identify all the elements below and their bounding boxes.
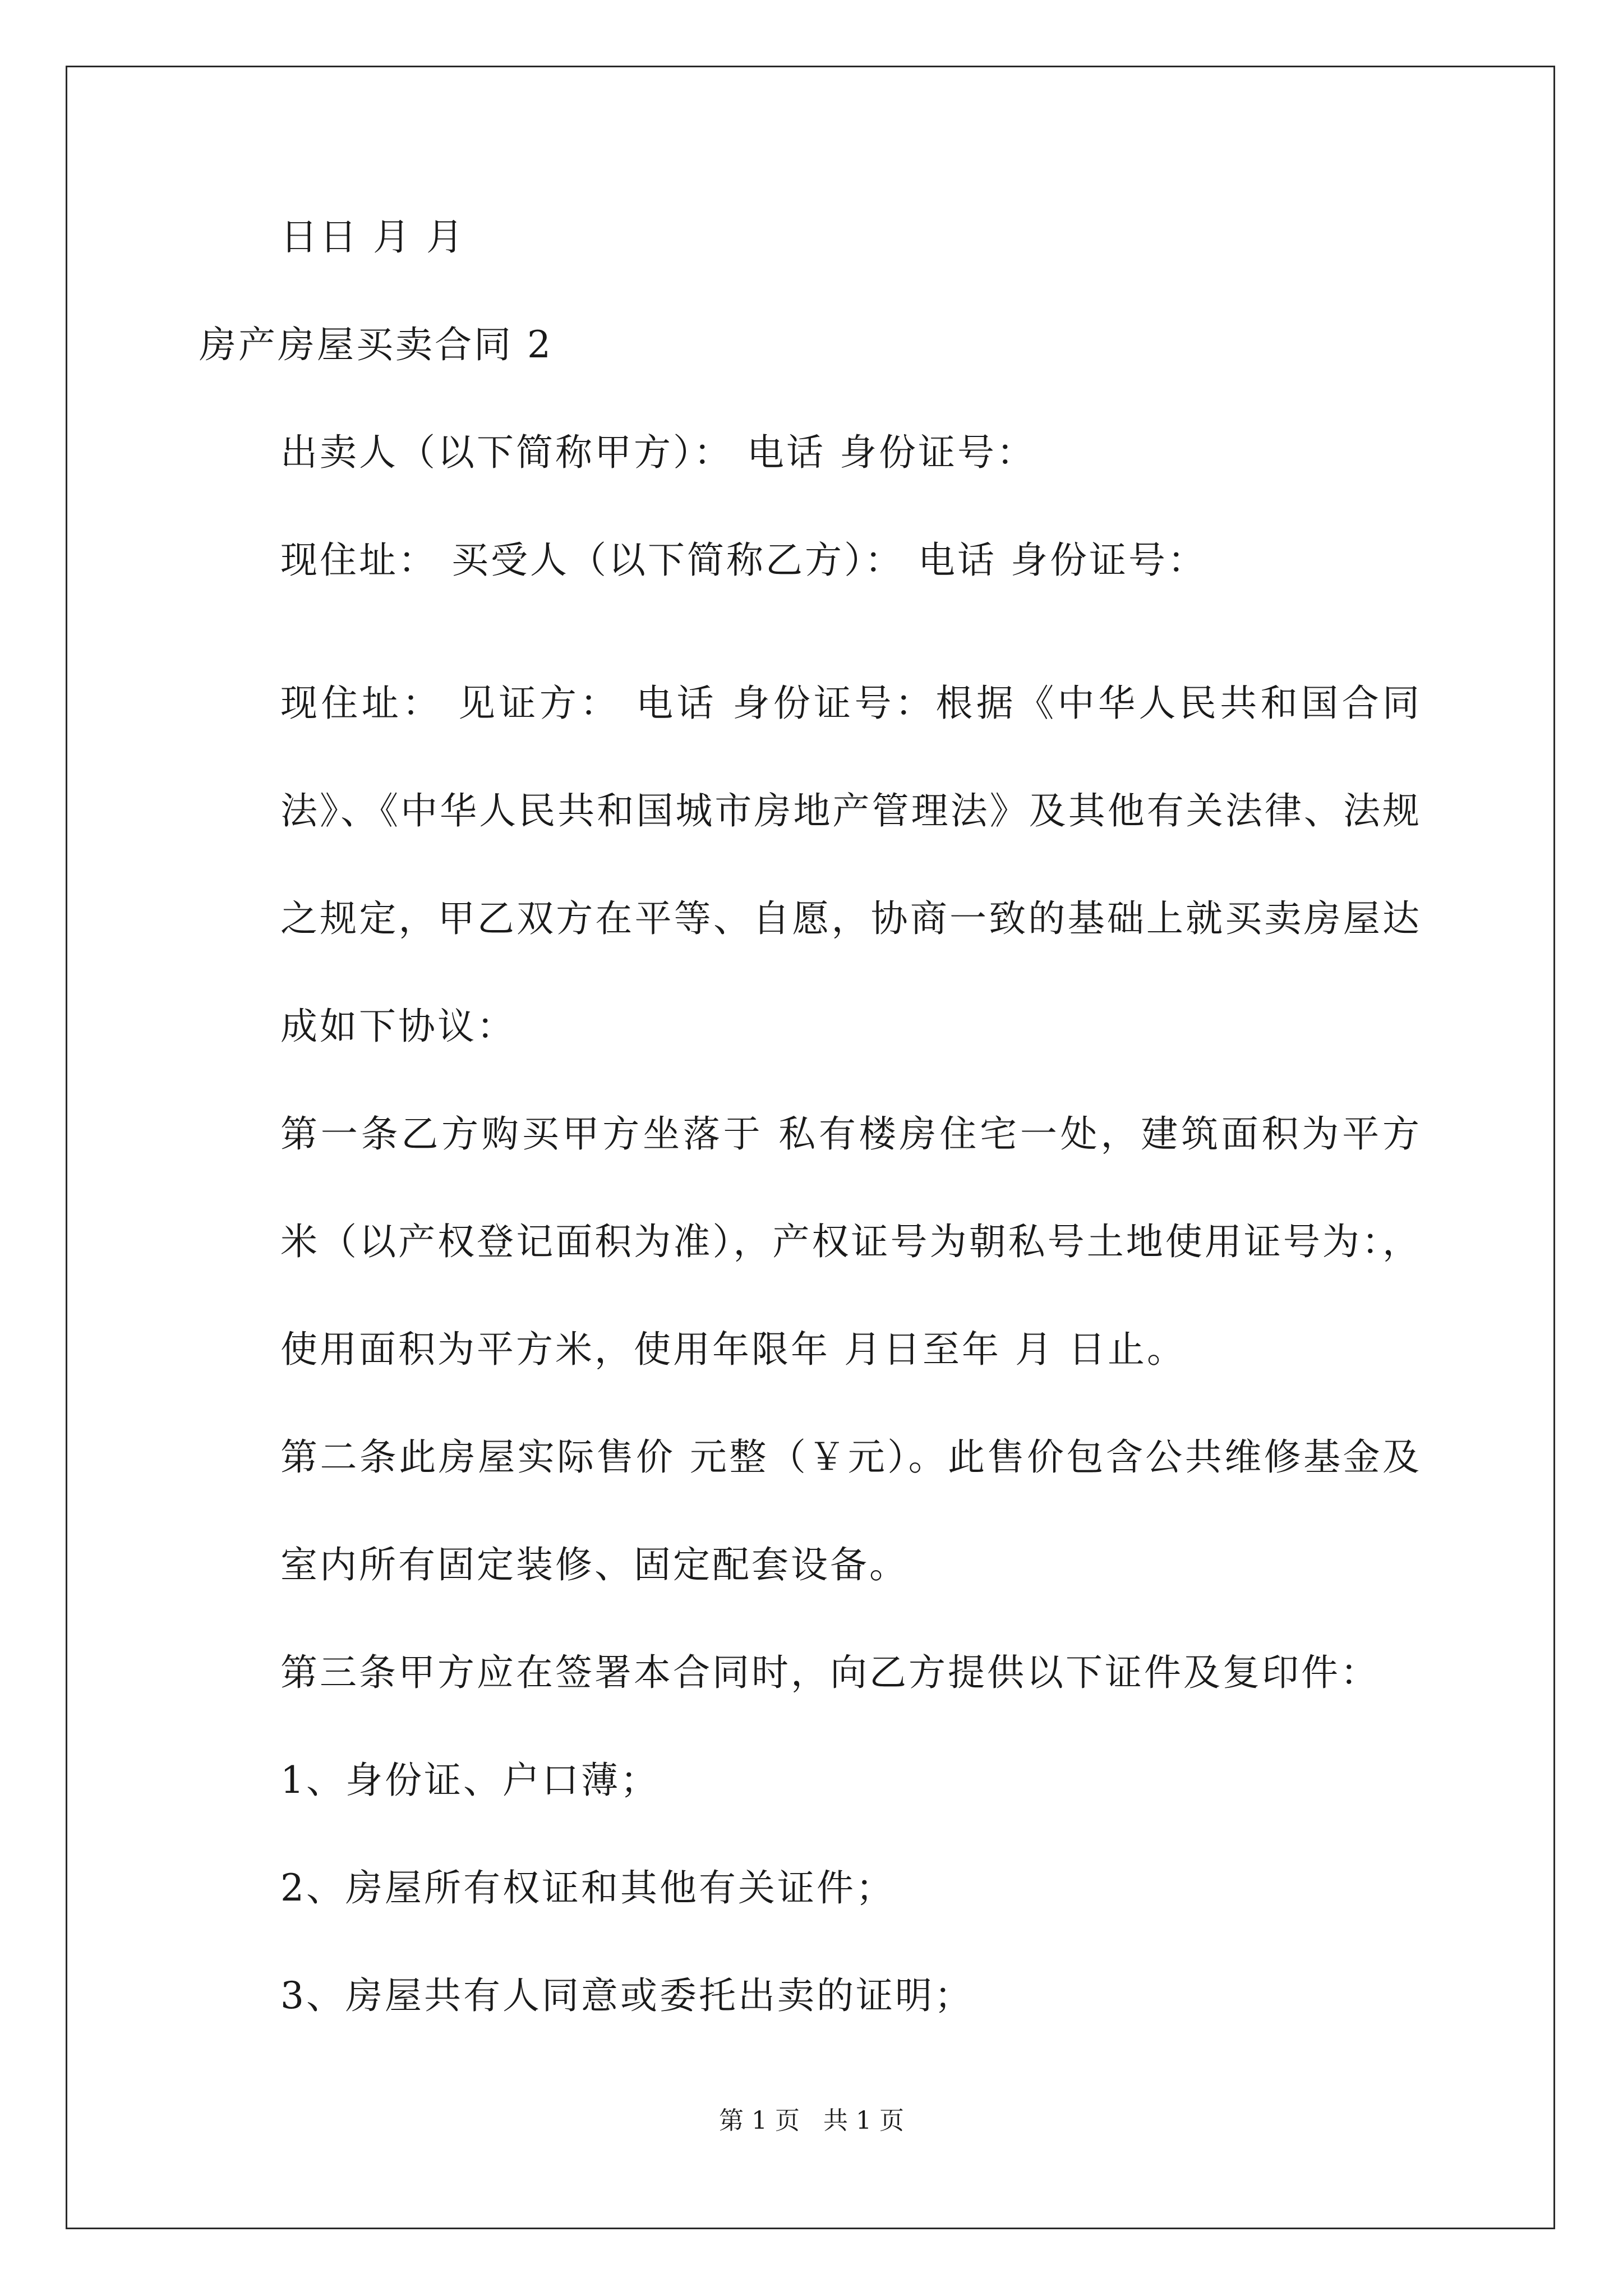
page-number-current: 第 1 页 (719, 2106, 800, 2135)
paragraph-article-3: 第三条甲方应在签署本合同时，向乙方提供以下证件及复印件： (280, 1651, 1380, 1694)
header-date-line: 日日 月 月 (280, 215, 465, 259)
paragraph-article-2: 第二条此房屋实际售价 元整（￥元）。此售价包含公共维修基金及室内所有固定装修、固定配套设备。 (280, 1435, 1422, 1586)
document-body (199, 215, 1422, 2085)
paragraph-article-1: 第一条乙方购买甲方坐落于 私有楼房住宅一处，建筑面积为平方米（以产权登记面积为准），产权证号为朝私号土地使用证号为：，使用面积为平方米，使用年限年 月日至年 月 日止。 (280, 1112, 1422, 1371)
document-title: 房产房屋买卖合同 2 (199, 323, 553, 366)
page-footer (0, 2100, 1623, 2136)
paragraph-seller: 出卖人（以下简称甲方）： 电话 身份证号： (280, 431, 1036, 474)
list-item-3: 3、房屋共有人同意或委托出卖的证明； (280, 1974, 974, 2017)
paragraph-witness-preamble: 现住址： 见证方： 电话 身份证号：根据《中华人民共和国合同法》、《中华人民共和国城市房地产管理法》及其他有关法律、法规之规定，甲乙双方在平等、自愿，协商一致的基础上就买卖房屋达成如下协议： (280, 682, 1422, 1048)
paragraph-buyer: 现住址： 买受人（以下简称乙方）： 电话 身份证号： (280, 539, 1207, 582)
list-item-2: 2、房屋所有权证和其他有关证件； (280, 1866, 895, 1910)
page-number-total: 共 1 页 (823, 2106, 904, 2135)
list-item-1: 1、身份证、户口薄； (280, 1759, 660, 1802)
